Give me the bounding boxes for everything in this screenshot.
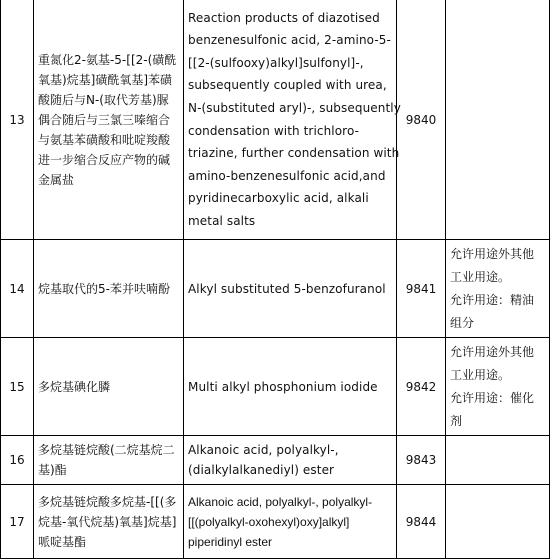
serial-number: 15 — [1, 338, 34, 436]
registry-code: 9844 — [397, 485, 446, 559]
registry-code: 9841 — [397, 240, 446, 338]
table-row — [1, 485, 550, 559]
serial-number: 17 — [1, 485, 34, 559]
usage-note — [446, 485, 550, 559]
table-row — [1, 338, 550, 436]
chinese-name: 重氮化2-氨基-5-[[2-(磺酰 氧基)烷基]磺酰氧基]苯磺 酸随后与N-(取代芳基)脲 偶合随后与三氯三嗪缩合 与氨基苯磺酸和吡啶羧酸 进一步缩合反应产物的碱 金属盐 — [34, 0, 184, 240]
english-name: Alkyl substituted 5-benzofuranol — [184, 240, 397, 338]
usage-note — [446, 0, 550, 240]
chinese-name: 多烷基链烷酸(二烷基烷二 基)酯 — [34, 436, 184, 485]
usage-note: 允许用途外其他 工业用途。 允许用途：精油 组分 — [446, 240, 550, 338]
chinese-name: 烷基取代的5-苯并呋喃酚 — [34, 240, 184, 338]
serial-number: 14 — [1, 240, 34, 338]
english-name: Reaction products of diazotised benzenesulfonic acid, 2-amino-5- [[2-(sulfooxy)alkyl]sulfonyl]-, subsequently coupled with urea, N-(substituted aryl)-, subsequently condensation with trichloro- triazine, further condensation with amino-benzenesulfonic acid,and pyridinecarboxylic acid, alkali metal salts — [184, 0, 397, 240]
table-row — [1, 0, 550, 240]
english-name: Alkanoic acid, polyalkyl-, (dialkylalkanediyl) ester — [184, 436, 397, 485]
registry-code: 9840 — [397, 0, 446, 240]
serial-number: 16 — [1, 436, 34, 485]
table-row — [1, 240, 550, 338]
table-row — [1, 436, 550, 485]
serial-number: 13 — [1, 0, 34, 240]
chinese-name: 多烷基链烷酸多烷基-[[(多 烷基-氧代烷基)氧基]烷基] 哌啶基酯 — [34, 485, 184, 559]
chinese-name: 多烷基碘化膦 — [34, 338, 184, 436]
registry-code: 9842 — [397, 338, 446, 436]
english-name: Multi alkyl phosphonium iodide — [184, 338, 397, 436]
english-name: Alkanoic acid, polyalkyl-, polyalkyl- [[(polyalkyl-oxohexyl)oxy]alkyl] piperidinyl ester — [184, 485, 397, 559]
registry-code: 9843 — [397, 436, 446, 485]
usage-note: 允许用途外其他 工业用途。 允许用途：催化 剂 — [446, 338, 550, 436]
usage-note — [446, 436, 550, 485]
